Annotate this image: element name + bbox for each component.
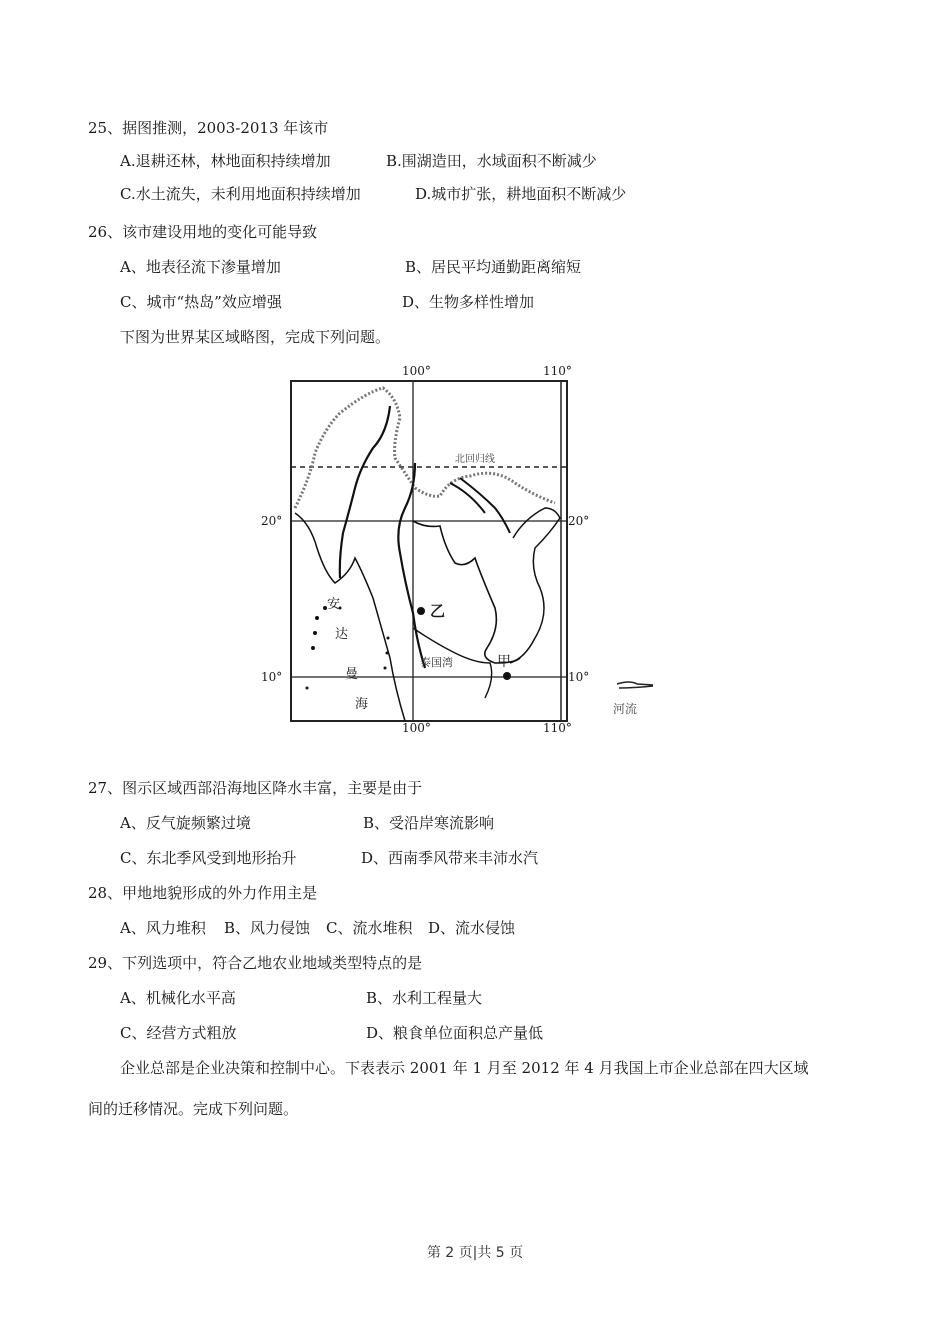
q27-option-d: D、西南季风带来丰沛水汽 <box>361 849 539 867</box>
q25-option-c: C.水土流失，未利用地面积持续增加 <box>120 185 361 203</box>
point-yi-label: 乙 <box>430 602 446 620</box>
q26-option-d: D、生物多样性增加 <box>402 293 535 311</box>
point-yi-marker <box>417 607 425 615</box>
point-jia-label: 甲 <box>497 654 511 670</box>
q29-option-c: C、经营方式粗放 <box>120 1024 237 1042</box>
lon-label-110-top: 110° <box>543 364 572 378</box>
question-25-stem: 25、据图推测，2003-2013 年该市 <box>88 119 329 137</box>
q27-option-b: B、受沿岸寒流影响 <box>363 814 495 832</box>
lat-label-20-left: 20° <box>261 514 283 528</box>
sea-label-char-1: 安 <box>327 597 341 612</box>
q29-option-a: A、机械化水平高 <box>120 989 236 1007</box>
question-26-stem: 26、该市建设用地的变化可能导致 <box>88 223 318 241</box>
q26-option-c: C、城市“热岛”效应增强 <box>120 293 282 311</box>
point-jia-marker <box>503 672 511 680</box>
lon-label-100-bottom: 100° <box>402 721 431 735</box>
q26-option-b: B、居民平均通勤距离缩短 <box>405 258 582 276</box>
lat-label-10-left: 10° <box>261 670 283 684</box>
q29-option-d: D、粮食单位面积总产量低 <box>366 1024 544 1042</box>
sea-label-char-3: 曼 <box>345 667 359 682</box>
question-28-stem: 28、甲地地貌形成的外力作用主是 <box>88 884 318 902</box>
sea-label-char-2: 达 <box>335 627 349 642</box>
q27-option-a: A、反气旋频繁过境 <box>120 814 251 832</box>
table-intro-line-2: 间的迁移情况。完成下列问题。 <box>88 1100 299 1118</box>
legend-river-label: 河流 <box>613 702 638 716</box>
lon-label-110-bottom: 110° <box>543 721 572 735</box>
q28-option-c: C、流水堆积 <box>326 919 413 937</box>
table-intro-line-1: 企业总部是企业决策和控制中心。下表表示 2001 年 1 月至 2012 年 4 月我国上市企业总部在四大区域 <box>120 1059 809 1077</box>
region-map <box>255 358 705 743</box>
q25-option-a: A.退耕还林，林地面积持续增加 <box>120 152 331 170</box>
sea-label-char-4: 海 <box>355 697 369 712</box>
gulf-label: 泰国湾 <box>420 656 453 669</box>
q28-option-b: B、风力侵蚀 <box>224 919 311 937</box>
lon-label-100-top: 100° <box>402 364 431 378</box>
q29-option-b: B、水利工程量大 <box>366 989 483 1007</box>
map-drawing <box>255 358 705 743</box>
lat-label-10-right: 10° <box>568 670 590 684</box>
question-27-stem: 27、图示区域西部沿海地区降水丰富，主要是由于 <box>88 779 423 797</box>
q25-option-b: B.围湖造田，水域面积不断减少 <box>386 152 597 170</box>
q28-option-a: A、风力堆积 <box>120 919 206 937</box>
q26-option-a: A、地表径流下渗量增加 <box>120 258 281 276</box>
q28-option-d: D、流水侵蚀 <box>428 919 516 937</box>
question-29-stem: 29、下列选项中，符合乙地农业地域类型特点的是 <box>88 954 423 972</box>
lat-label-20-right: 20° <box>568 514 590 528</box>
q25-option-d: D.城市扩张，耕地面积不断减少 <box>415 185 627 203</box>
q27-option-c: C、东北季风受到地形抬升 <box>120 849 297 867</box>
page-number-footer: 第 2 页|共 5 页 <box>426 1245 524 1261</box>
tropic-of-cancer-label: 北回归线 <box>455 454 495 465</box>
map-intro-text: 下图为世界某区域略图，完成下列问题。 <box>120 328 391 346</box>
